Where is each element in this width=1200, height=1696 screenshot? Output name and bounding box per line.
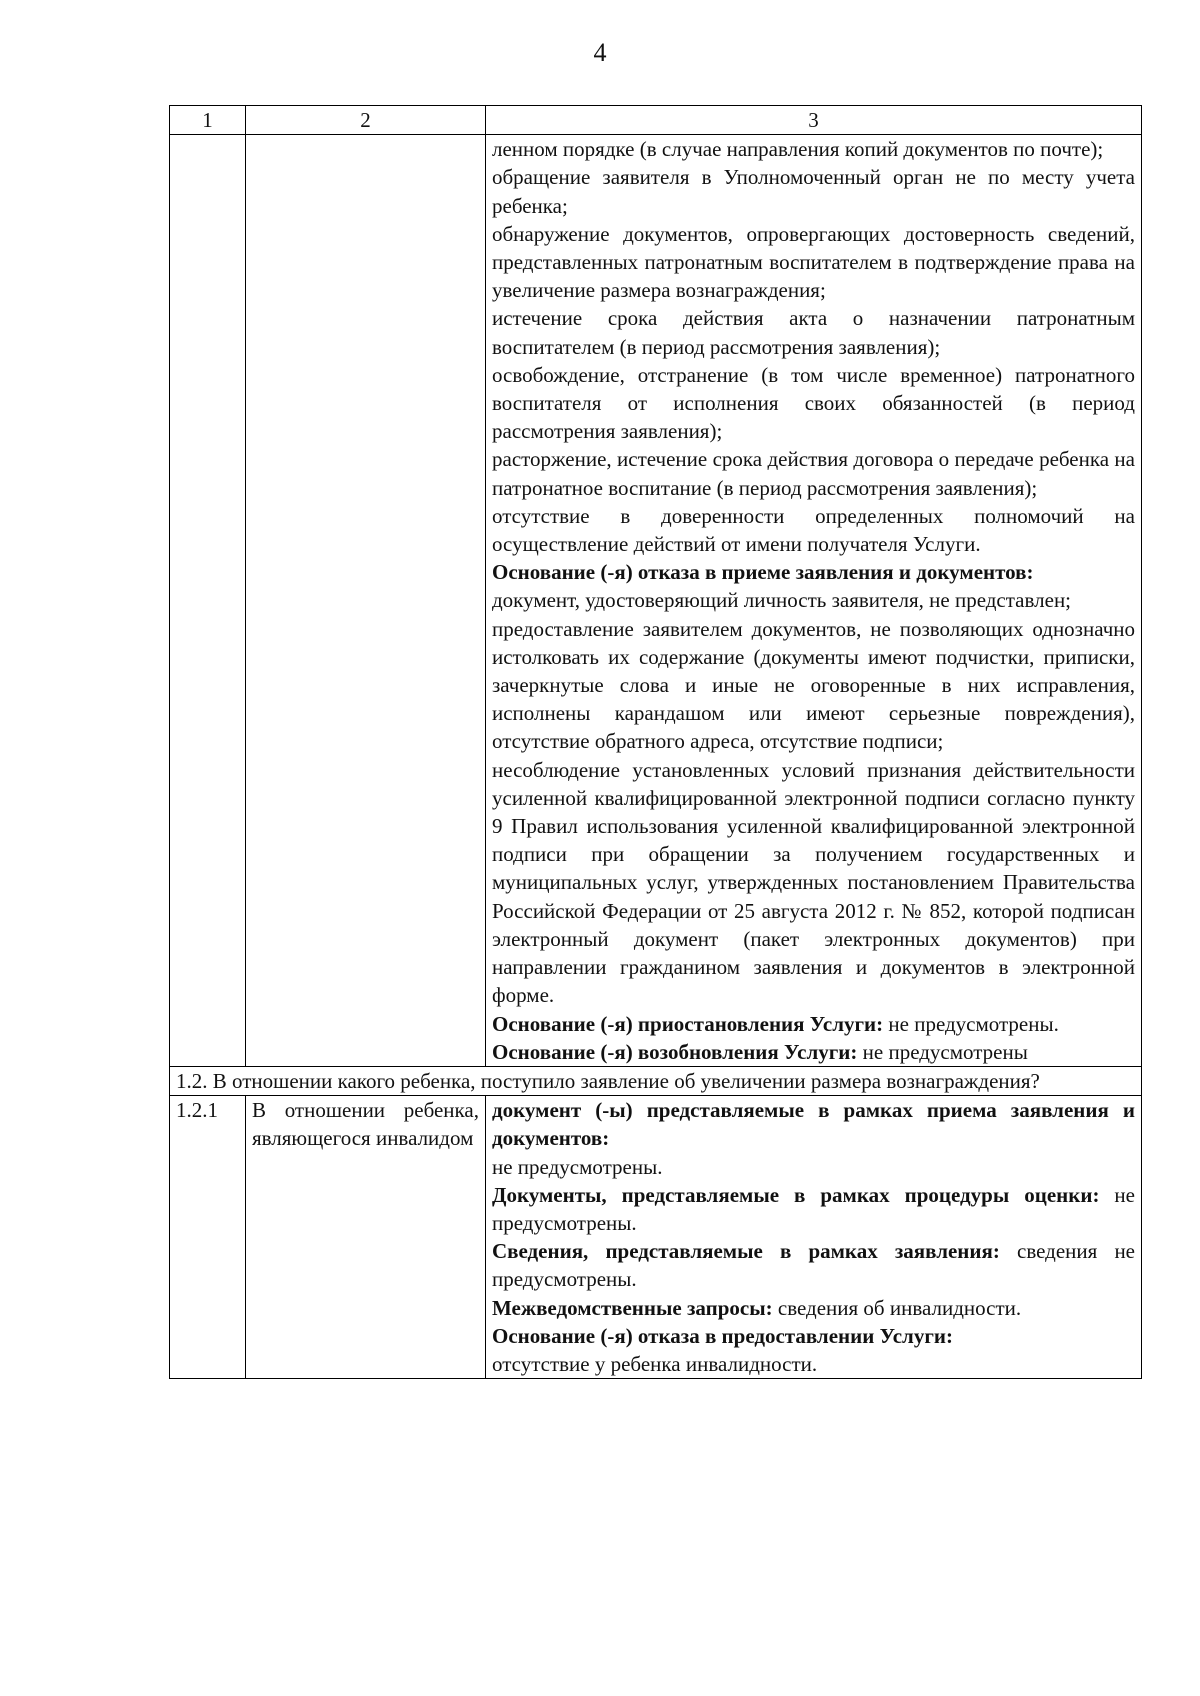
row1-col2	[246, 135, 486, 1067]
paragraph	[492, 502, 1135, 558]
bold-label: Сведения, представляемые в рамках заявления:	[492, 1239, 1000, 1264]
row2-col2-text: В отношении ребенка, являющегося инвалидом	[252, 1098, 479, 1151]
row1-col3	[486, 135, 1142, 1067]
document-table	[169, 105, 1142, 1379]
row1-col1	[170, 135, 246, 1067]
paragraph-text: сведения не предусмотрены.	[492, 1239, 1136, 1292]
paragraph	[492, 615, 1135, 756]
paragraph-text: расторжение, истечение срока действия договора о передаче ребенка на патронатное воспитание (в период рассмотрения заявления);	[492, 447, 1135, 500]
paragraph	[492, 1010, 1135, 1038]
paragraph	[492, 445, 1135, 501]
paragraph-text: не предусмотрены.	[492, 1182, 1135, 1235]
paragraph	[492, 1096, 1135, 1152]
bold-label: Основание (-я) возобновления Услуги:	[492, 1039, 858, 1064]
paragraph	[492, 361, 1135, 446]
paragraph	[492, 220, 1135, 305]
paragraph	[492, 304, 1135, 360]
paragraph	[492, 1181, 1135, 1237]
paragraph-text: истечение срока действия акта о назначении патронатным воспитателем (в период рассмотрения заявления);	[492, 306, 1135, 359]
bold-label: Основание (-я) приостановления Услуги:	[492, 1011, 884, 1036]
paragraph-text: не предусмотрены	[857, 1039, 1028, 1064]
row2-col1: 1.2.1	[170, 1096, 246, 1379]
paragraph-text: сведения об инвалидности.	[772, 1295, 1022, 1320]
header-col-3: 3	[486, 106, 1142, 135]
paragraph	[492, 586, 1135, 614]
page-number: 4	[593, 38, 607, 67]
paragraph-text: ленном порядке (в случае направления копий документов по почте);	[492, 137, 1104, 162]
bold-label: Межведомственные запросы:	[492, 1295, 773, 1320]
paragraph	[492, 1038, 1135, 1066]
table-header-row	[170, 106, 1142, 135]
paragraph	[492, 1322, 1135, 1350]
paragraph	[492, 1237, 1135, 1293]
paragraph-text: предоставление заявителем документов, не позволяющих однозначно истолковать их содержание (документы имеют подчистки, приписки, зачеркнутые слова и иные не оговоренные в них исправления, исполнены карандашом или имеют серьезные повреждения), отсутствие обратного адреса, отсутствие подписи;	[492, 616, 1135, 754]
paragraph	[492, 163, 1135, 219]
row2-col3	[486, 1096, 1142, 1379]
bold-label: Основание (-я) отказа в предоставлении Услуги:	[492, 1323, 953, 1348]
paragraph	[492, 1350, 1135, 1378]
table-row	[170, 135, 1142, 1067]
paragraph	[492, 135, 1135, 163]
section-heading: 1.2. В отношении какого ребенка, поступило заявление об увеличении размера вознаграждения?	[170, 1066, 1142, 1095]
paragraph-text: обращение заявителя в Уполномоченный орган не по месту учета ребенка;	[492, 165, 1135, 218]
paragraph	[492, 756, 1135, 1010]
paragraph-text: отсутствие в доверенности определенных полномочий на осуществление действий от имени получателя Услуги.	[492, 503, 1135, 557]
paragraph-text: документ, удостоверяющий личность заявителя, не представлен;	[492, 588, 1072, 613]
paragraph-text: обнаружение документов, опровергающих достоверность сведений, представленных патронатным воспитателем в подтверждение права на увеличение размера вознаграждения;	[492, 221, 1135, 303]
section-row	[170, 1066, 1142, 1095]
paragraph	[492, 558, 1135, 586]
paragraph-text: освобождение, отстранение (в том числе временное) патронатного воспитателя от исполнения своих обязанностей (в период рассмотрения заявления);	[492, 362, 1135, 444]
header-col-2: 2	[246, 106, 486, 135]
paragraph-text: не предусмотрены.	[492, 1154, 663, 1179]
bold-label: Документы, представляемые в рамках процедуры оценки:	[492, 1182, 1100, 1207]
paragraph-text: несоблюдение установленных условий признания действительности усиленной квалифицированной электронной подписи согласно пункту 9 Правил использования усиленной квалифицированной электронной подписи при обращении за получением государственных и муниципальных услуг, утвержденных постановлением Правительства Российской Федерации от 25 августа 2012 г. № 852, которой подписан электронный документ (пакет электронных документов) при направлении гражданином заявления и документов в электронной форме.	[492, 757, 1135, 1008]
paragraph-text: не предусмотрены.	[883, 1011, 1059, 1036]
paragraph-text: отсутствие у ребенка инвалидности.	[492, 1351, 818, 1376]
paragraph	[492, 1153, 1135, 1181]
bold-label: документ (-ы) представляемые в рамках приема заявления и документов:	[492, 1098, 1135, 1151]
row2-col2	[246, 1096, 486, 1379]
bold-label: Основание (-я) отказа в приеме заявления и документов:	[492, 560, 1034, 585]
header-col-1: 1	[170, 106, 246, 135]
table-row	[170, 1096, 1142, 1379]
paragraph	[492, 1294, 1135, 1322]
